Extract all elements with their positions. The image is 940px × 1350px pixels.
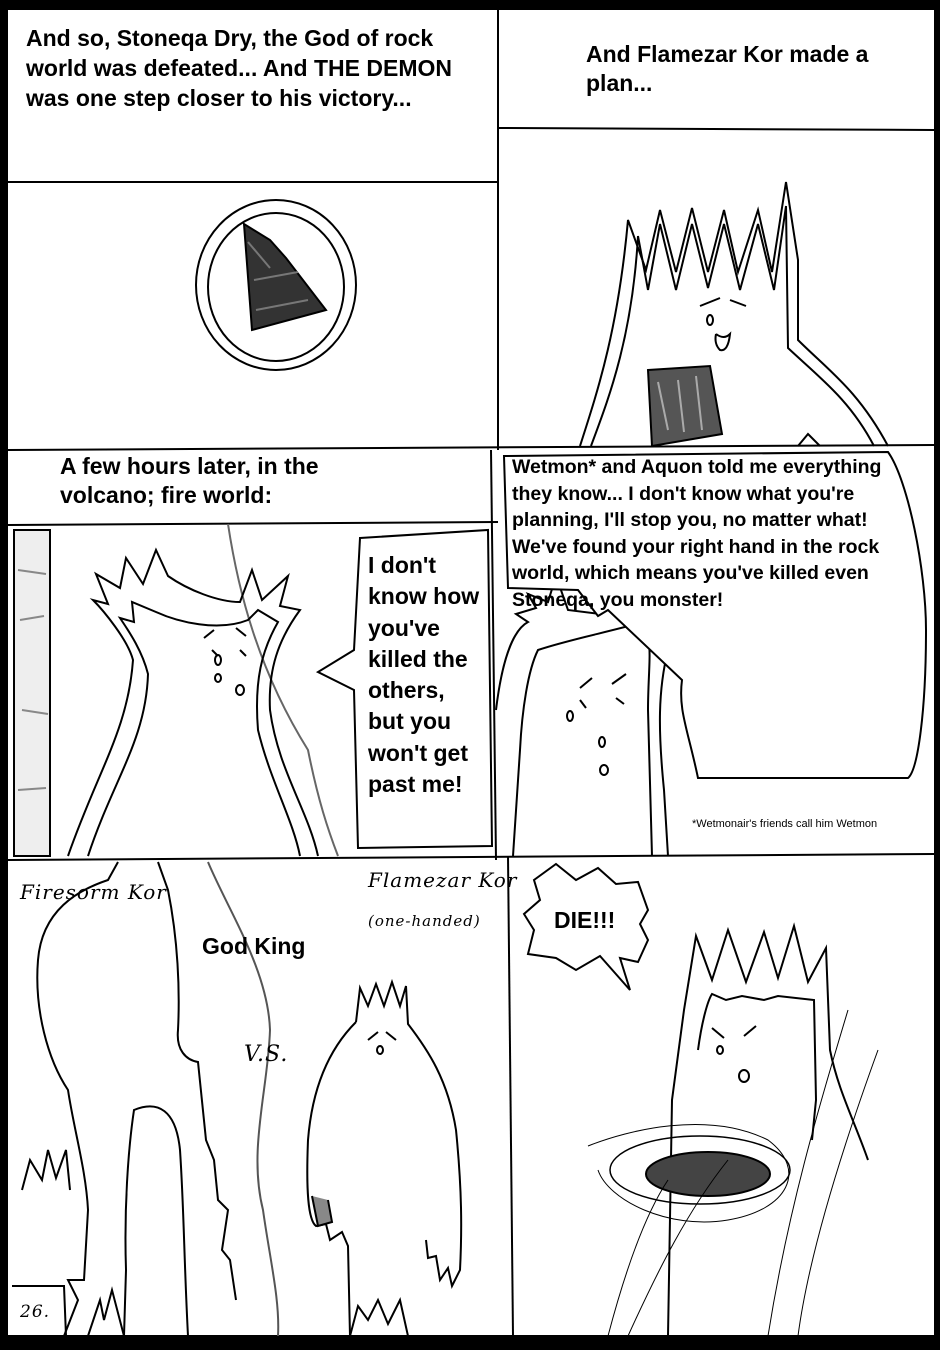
p4-footnote: *Wetmonair's friends call him Wetmon [692,818,878,830]
flamezar-plan-drawing [580,182,888,446]
one-handed-note: (one-handed) [368,912,481,930]
p3-caption: A few hours later, in the volcano; fire world: [60,453,319,508]
flamezar-attack-drawing [588,926,878,1336]
stone-orb-drawing [196,200,356,370]
p3-speech: I don't know how you've killed the others, but you won't get past me! [368,552,480,797]
p6-shout: DIE!!! [554,907,616,933]
p4-speech: Wetmon* and Aquon told me everything they know... I don't know what you're planning, I'll stop you, no matter what! We've found your right hand in the rock world, which means you've killed even Stoneqa, you monster! [512,456,882,611]
page-number: 26. [20,1302,51,1322]
god-king-label: God King [202,933,306,959]
vs-label: V.S. [244,1042,289,1067]
firesorm-kor-label: Firesorm Kor [20,880,167,904]
comic-page [8,10,934,1336]
flamezar-kor-label: Flamezar Kor [368,868,518,892]
p2-caption: And Flamezar Kor made a plan... [586,41,869,96]
firesorm-kor-drawing [14,524,338,856]
p1-caption: And so, Stoneqa Dry, the God of rock world was defeated... And THE DEMON was one step closer to his victory... [26,25,452,111]
